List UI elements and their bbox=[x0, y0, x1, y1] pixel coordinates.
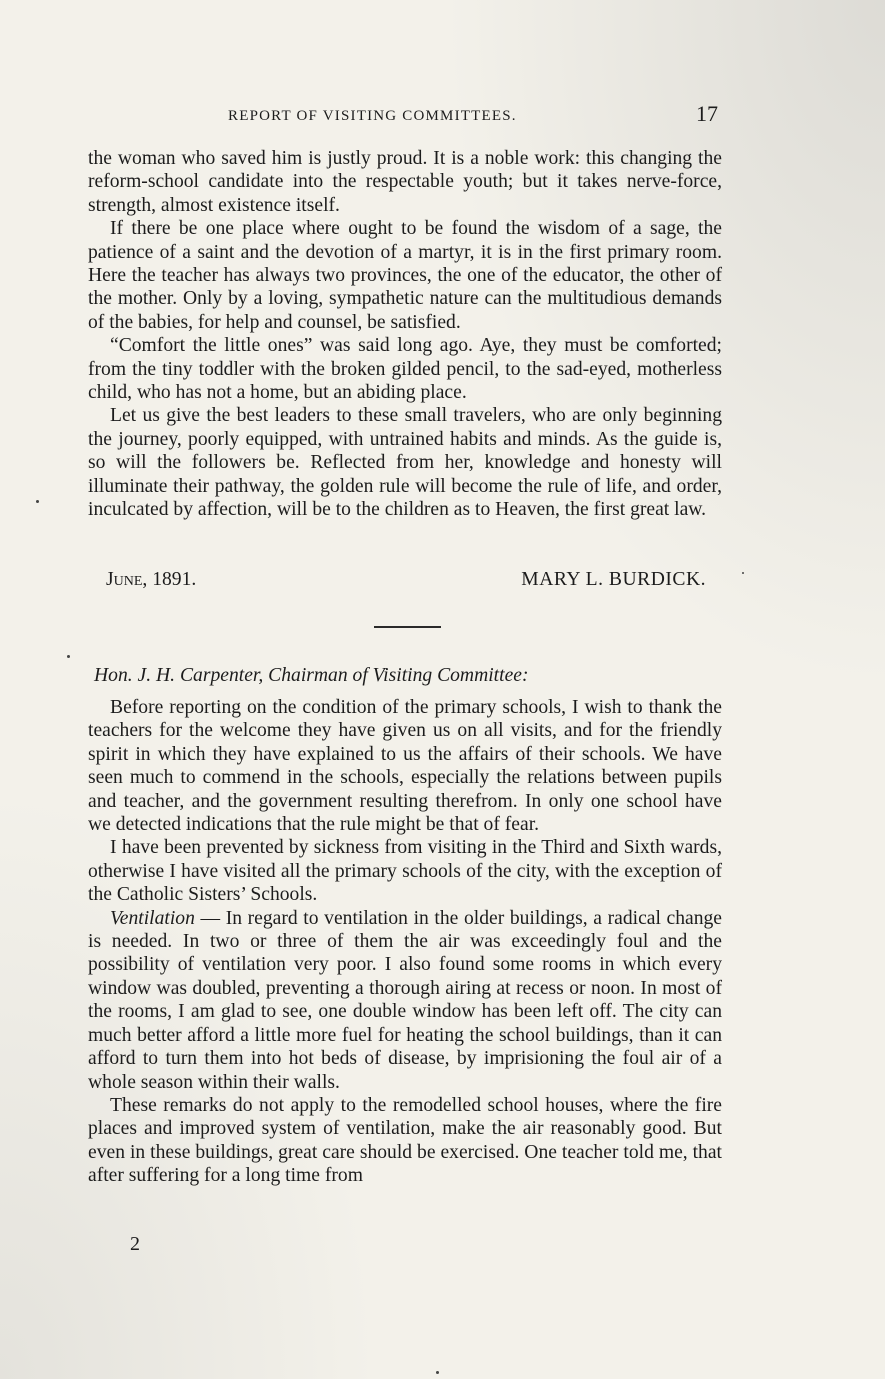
paragraph: Before reporting on the condition of the primary schools, I wish to thank the teachers for the welcome they have given us on all visits, and for the friendly spirit in which they have explained to us the affairs of their schools. We have seen much to commend in the schools, especially the relations between pupils and teacher, and the government resulting therefrom. In only one school have we detected indications that the rule might be that of fear. bbox=[88, 697, 722, 836]
page-header bbox=[88, 101, 718, 130]
ventilation-paragraph bbox=[88, 907, 722, 1094]
signature-line bbox=[106, 569, 706, 593]
signature-date: June, 1891. bbox=[106, 569, 197, 590]
ink-speck bbox=[742, 572, 744, 574]
paragraph: “Comfort the little ones” was said long ago. Aye, they must be comforted; from the tiny toddler with the broken gilded pencil, to the sad-eyed, motherless child, who has not a home, but an abiding place. bbox=[88, 335, 722, 404]
paragraph: Let us give the best leaders to these small travelers, who are only beginning the journey, poorly equipped, with untrained habits and minds. As the guide is, so will the followers be. Reflected from her, knowledge and honesty will illuminate their pathway, the golden rule will become the rule of life, and order, inculcated by affection, will be to the children as to Heaven, the first great law. bbox=[88, 405, 722, 521]
paragraph: I have been prevented by sickness from visiting in the Third and Sixth wards, otherwise I have visited all the primary schools of the city, with the exception of the Catholic Sisters’ Schools. bbox=[88, 837, 722, 906]
paragraph: the woman who saved him is justly proud. It is a noble work: this changing the reform-school candidate into the respectable youth; but it takes nerve-force, strength, almost existence itself. bbox=[88, 148, 722, 216]
ink-speck bbox=[67, 655, 70, 658]
signature-name: MARY L. BURDICK. bbox=[521, 569, 706, 590]
paragraph: If there be one place where ought to be found the wisdom of a sage, the patience of a saint and the devotion of a martyr, it is in the first primary room. Here the teacher has always two provinces, the one of the educator, the other of the mother. Only by a loving, sympathetic nature can the multitudious demands of the babies, for help and counsel, be satisfied. bbox=[88, 218, 722, 333]
section-divider bbox=[374, 626, 441, 628]
salutation: Hon. J. H. Carpenter, Chairman of Visiting Committee: bbox=[94, 665, 529, 686]
running-head: REPORT OF VISITING COMMITTEES. bbox=[228, 108, 517, 124]
ink-speck bbox=[436, 1371, 439, 1374]
ink-speck bbox=[36, 500, 39, 503]
page-number: 17 bbox=[696, 101, 718, 126]
report-primary-schools-body bbox=[88, 696, 722, 1188]
signature-mark: 2 bbox=[130, 1233, 140, 1255]
ventilation-heading: Ventilation bbox=[110, 907, 195, 929]
report-burdick-body bbox=[88, 147, 722, 522]
paragraph: These remarks do not apply to the remodelled school houses, where the fire places and improved system of ventilation, make the air reasonably good. But even in these buildings, great care should be exercised. One teacher told me, that after suffering for a long time from bbox=[88, 1094, 722, 1187]
ventilation-text: — In regard to ventilation in the older buildings, a radical change is needed. In two or three of them the air was exceedingly foul and the possibility of ventilation very poor. I also found some rooms in which every window was doubled, preventing a thorough airing at recess or noon. In most of the rooms, I am glad to see, one double window has been left off. The city can much better afford a little more fuel for heating the school buildings, than it can afford to turn them into hot beds of disease, by imprisioning the foul air of a whole season within their walls. bbox=[88, 907, 722, 1093]
